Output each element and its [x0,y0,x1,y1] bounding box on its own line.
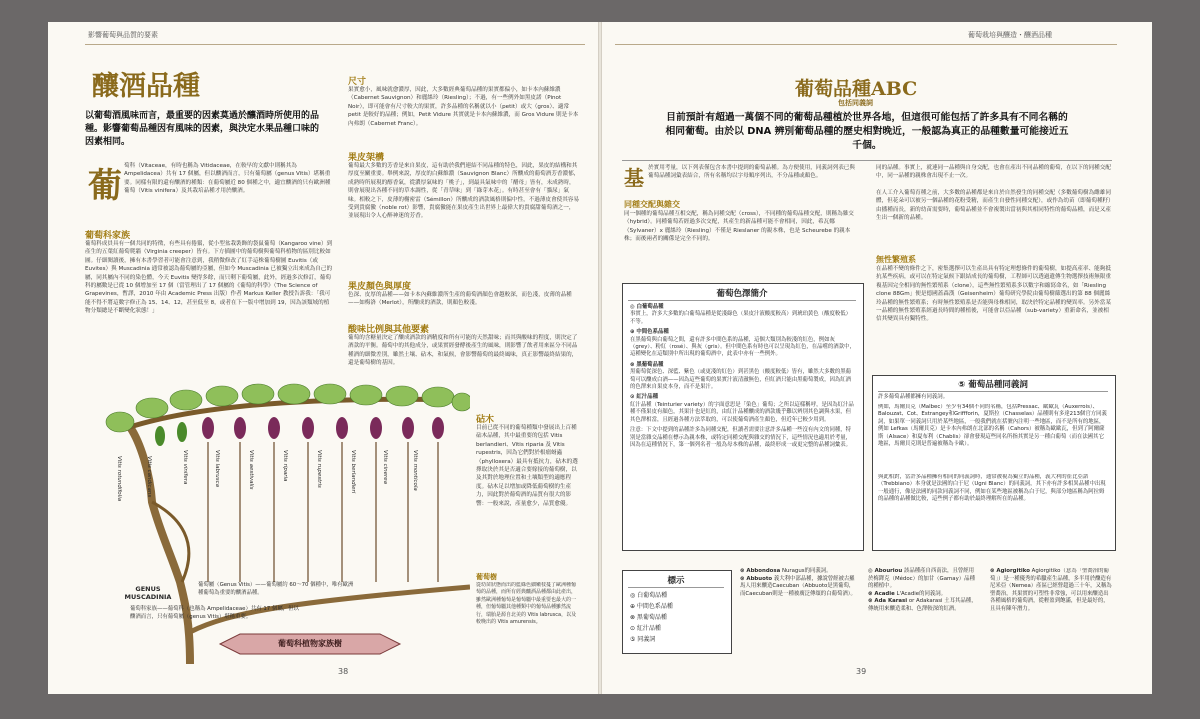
entries-col-2 [868,568,978,614]
color-item-text: 黑葡萄從深色、深藍、紫色（或更淺的紅色）到甚黑色（酸度較低）皆有，雖然大多數的黑葡萄可以釀成白酒——因為這些葡萄的果實汁液清澈無色，但紅酒只能由黑葡萄製成，因為紅酒的色澤來自果皮本身，而不是果汁。 [630,369,852,391]
legend-black: ⊗ 黑葡萄品種 [630,614,667,621]
section-body-vine: 從幼苗狀態而出的藍綠色細嫩枝蔓了歐洲種葡萄的品種，而所有經典釀酒品種都由此產出，雖然歐洲種葡萄是葡萄屬中最重要也最大的一種，但葡萄屬其他種類中的葡萄品種雖然流行，瑞胎是源自北美的 Vitis labrusca，以及較晚出的 Vitis amurensis。 [476,582,577,626]
right-col2-intro: 同的品種。事實上，就連同一品種與自身交配，也會在產出不同品種的葡萄，在以下的同種交配中，同一品種的親株會出現不止一次。 [876,165,1111,180]
section-title-color: 果皮顏色與厚度 [348,282,412,292]
right-header-rule [615,44,1117,45]
legend-intermediate: ⊕ 中間色系品種 [630,603,673,610]
species-label-6: Vitis berlandieri [350,450,356,494]
section-title-rootstock: 砧木 [476,415,495,425]
color-item-note [630,427,856,449]
left-header-rule [85,44,585,45]
entries-col-1 [740,568,858,598]
color-item-text: 紅汁品種（Teinturier variety）的字面意思是「染色」葡萄；之所以這樣稱呼，是因為紅汁品種不僅果皮有顏色，其果汁也是紅的，由紅汁品種釀成的酒款幾乎難以辨別其色調與水果，但其色澤相當，且經過各種方法萃取的，可以使葡萄酒產生顏色，但近年已較少用到。 [630,401,854,423]
section-body-crossing: 同一個種的葡萄品種互相交配，稱為同種交配（cross），不同種的葡萄品種交配，則稱為雜交（hybrid）。同種葡萄若經過多次交配，其產生的新品種可能不會相同，因此，希瓦娜（Sylvaner）x 麗絲玲（Riesling）不僅是 Rieslaner 的親本株，也是 Scheurebe 的親本株；而後兩者的關係是完全不同的。 [624,211,854,243]
entry-abouriou: ◎ Abouriou 該品種產自西南法，且曾經用於梅鐸克（Médoc）的加甘（Gamay）品種的種植中。 [868,568,975,590]
species-label-10: Vitis rotundifolia [116,456,122,502]
book-spine [598,22,602,694]
right-running-head: 葡萄栽培與釀造・釀酒品種 [968,31,1052,39]
right-title: 葡萄品種ABC [795,78,918,100]
species-label-4: Vitis riparia [282,450,288,482]
grape-color-box-title: 葡萄色澤簡介 [716,289,768,299]
entries-col-3 [990,568,1112,660]
color-item-label: ⊕ 中間色系品種 [630,329,669,336]
left-running-head: 影響葡萄與品質的要素 [88,31,158,39]
synonym-text-3: 與此相對，當許多品種擁有相同的同義詞時，通常被視為獨立的品種，義大利的崔比亞諾（Trebbiano）本身就是法國的白于尼（Ugni Blanc）的同義詞，其下亦有許多相異品種中出現一般通行，像是法國的同款同義詞不同，例如在某些地區被稱為白于尼，與部分地區稱為阿拉姆的品種的品種做比較，這些例子都有助於最終理解所在的品種。 [878,474,1106,503]
section-body-size: 果實愈小，風味就愈濃厚，因此，大多數經典葡萄品種的果實都偏小，如卡本內蘇維濃（Cabernet Sauvignon）和麗絲玲（Riesling）；不過，有一些例外如黑皮諾（Pinot Noir），即可能會有尺寸較大的果實，許多品種的名稱就以小（petit）或大（gros）、適常 petit 是較好的品種；例如，Petit Vidure 其實就是卡本內蘇維濃，而 Gros Vidure 則是卡本內弗朗（Cabernet Franc）。 [348,87,579,127]
legend-box-rule [628,587,724,588]
family-caption: 葡萄科家族——葡萄科（也稱為 Ampelidaceae）共有 17 個屬，但以釀酒而言，只有葡萄屬（genus Vitis）堪稱重要。 [130,606,299,620]
page-title: 釀酒品種 [92,71,200,102]
section-title-crossing: 同種交配與雜交 [624,200,680,209]
species-label-8: Vitis monticola [412,450,418,491]
legend-list [630,590,673,645]
section-title-acidity: 酸味比例與其他要素 [348,325,430,335]
left-drop-cap: 葡 [88,166,122,206]
species-label-3: Vitis aestivalis [248,450,254,490]
entry-agiorgitiko: ⊗ Agiorgitiko Agiorgitiko（意為「聖喬治的葡萄」）是一種優秀的希臘產生品種，多半用於釀造有尼米亞（Nemea）產區已經營超過三十年，又稱為聖喬治，其果實的可塑性非常強，可以用來釀造出各種風格的葡萄酒，從輕盈到飽滿，但是最好的，且具有陳年潛力。 [990,568,1112,612]
entry-abbondosa: ⊗ Abbondosa Nuragus的同義詞。 [740,568,832,574]
color-item-text: 在黑葡萄與白葡萄之間，還有許多中間色系的品種，這個大類別為較淺的紅色，例如灰（grey）、粉紅（rosé）、與灰（gris）。但中間色系有時也可以呈現為紅色，在品嚐的酒款中，這種變化在這類別中所出現的葡萄酒中，此表中亦有一些例外。 [630,336,855,358]
legend-teinturier: ⊙ 紅汁品種 [630,625,661,632]
color-item-label: ⊙ 紅汁品種 [630,394,658,401]
entry-acadie: ⊗ Acadie L'Acadie的同義詞。 [868,590,947,597]
right-drop-cap: 基 [624,166,644,190]
section-title-skin: 果皮架構 [348,153,385,163]
legend-synonym: ⑤ 同義詞 [630,636,656,643]
right-col2-intro2: 在人工介入葡萄育種之前，大多數的品種都是來自於自然發生的同種交配（多數葡萄樹為雌雄同體，但花朵可以被另一個品種的花粉受精，而產生自發性同種交配），或作為幼苗（即葡萄種籽）由播種而長，新的幼苗需要時，葡萄品種並不會複製出當初與其相同特性的葡萄品種，而是又產生出一個新的品種。 [876,190,1111,222]
species-label-9: Vitis candicans [146,456,152,498]
species-label-5: Vitis rupestris [316,450,322,488]
right-lead: 目前預計有超過一萬個不同的葡萄品種植於世界各地，但這很可能包括了許多具有不同名稱的相同葡萄。由於以 DNA 辨別葡萄品種的歷史相對晚近，一般認為真正的品種數量可能接近五千個。 [665,112,1069,151]
genus-vitis-caption: 葡萄屬（Genus Vitis）——葡萄屬約 60～70 個種中，唯有歐洲種葡萄為重要的釀酒品種。 [198,582,354,596]
color-item-black [630,362,856,392]
grape-color-box-rule [628,300,856,301]
left-lead: 以葡萄酒風味而言，最重要的因素莫過於釀酒時所使用的品種。影響葡萄品種因有風味的因素，與決定水果品種口味的因素相同。 [85,111,320,147]
legend-box-title: 標示 [667,576,685,586]
section-body-rootstock: 目前已從不同的葡萄種類中發展出上百種砧木品種，其中最重要的包括 Vitis berlandieri、Vitis riparia 及 Vitis rupestris，因為它們對於根瘤蚜蟲（phylloxera）最具有抵抗力，砧木的選擇取決於其是否適合要嫁接的葡萄樹，以及其對於地理位置和土壤類型的適應程度。砧木足以增加或降低葡萄樹的生產力，因此對於葡萄酒的品質有很大的影響：一般來說，產量愈少，品質愈優。 [476,425,578,507]
color-item-label: ⊗ 黑葡萄品種 [630,361,664,368]
synonym-text-1: 許多葡萄品種都擁有同義詞。 [878,394,949,400]
right-subtitle: 包括同義詞 [838,99,873,107]
right-lead-divider [622,160,1112,161]
synonym-text-2: 例如，馬爾貝克（Malbec）至少有34個不同的名稱，包括Pressac、歐歐瓦（Auxerrois）、Balouzat、Cot、Estrangey和Griffforin，夏斯拉（Chasselas）品種則有多達213個官方同義詞，如果單一同義詞只用於某些地區，一般我們就在括號內注明一些地區，而不是所有的地區，例如 Lefkas（馬爾貝克）是卡本內弗朗在北部的名稱（Cahors）被稱為歐歐瓦，但到了阿爾薩斯（Alsace）和夏布利（Chablis）卻會發現這些同名所指其實是另一種白葡萄（而在法國其它地區，馬爾貝克則是普遍被稱為卡歐）。 [878,404,1107,448]
left-intro: 萄科（Vitaceae，有時也稱為 Vitidaceae，在較早的文獻中則稱其為 Ampelidacea）共有 17 個屬，但以釀酒而言，只有葡萄屬（genus Vitis）堪稱重要。同樣有限的還有釀酒的種類：在葡萄屬近 80 個種之中，適宜釀酒的只有歐洲種葡萄（Vitis vinifera）及其栽培品種才用於釀酒。 [124,163,331,195]
section-title-size: 尺寸 [348,77,367,87]
color-item-text: 事實上，許多大多數的白葡萄品種是從淺綠色（果皮汁液酸度較高）到琥珀黃色（酸度較低）不等。 [630,311,852,325]
section-body-family: 葡萄科成員具有一個共同的特徵，有些具有捲鬚，從小型盆栽裝飾的袋鼠葡萄（Kangaroo vine）到產生的五葉紅葡萄爬牆（Virginia creeper）皆有。下方插圖中的葡萄樹與葡萄科植物的區別比較如圖。仔細閱讀後，擁有本書學習者可能會注意到，我稍微修改了紅手這株葡萄樹圖 Euvitis（或 Euvites）與 Muscadinia 通常被認為葡萄屬的亞屬，但如今 Muscadinia 已被獨立出來成為自己的屬，同其屬內不同的染色體，今天 Euvitis 變得多餘，而只剩下葡萄屬，此外，經過多次修訂，葡萄科的屬數是已從 10 個增加至 17 個（當管理出了 17 個屬的《葡萄的科學》（The Science of Grapevines，暫譯，2010 年由 Academic Press 出版）作者 Markus Keller 教授告訴我：「我可能不得不將這數字修正為 15、14、12，甚至低至 8，或者在下一版中增加到 19，因為該類域的植物分類總是不斷變化狀態！」 [85,241,333,315]
right-folio: 39 [856,667,867,676]
genus-muscadinia-label: GENUS MUSCADINIA [124,585,172,601]
section-body-color: 色深、皮厚的品種——如卡本內蘇維濃所生產的葡萄酒顏色會越較深，而色淺，皮薄的品種——如梅洛（Merlot），所釀成的酒款，則顏色較淺。 [348,292,572,307]
species-label-7: Vitis cinerea [382,450,388,485]
synonym-box-title: ⑤ 葡萄品種同義詞 [958,380,1028,390]
species-label-2: Vitis labrusca [214,450,220,487]
family-tree-banner: 葡萄科植物家族樹 [278,639,342,648]
section-title-clone: 無性繁殖系 [876,255,916,264]
section-body-clone: 在品種不變的條件之下，密集選擇可以生產出具有特定理想條件的葡萄樹，如提高產率、能夠抵抗某些疾病，或可以在特定氣候下跟結成長的葡萄樹，工程師可以透過遺傳生物選擇技術無限重複基因完全相同的無性繁殖系（clone），這些無性繁殖系多以數字和縮寫命名，如「Riesling clone 88Gm」便是德國蓋森漢（Geisenheim）葡萄研究學院由葡萄樹篩選出的第 88 個麗絲玲品種的無性繁殖系；有時無性繁殖系是否能與母株相同，取決於特定品種的變異率。另外當某一品種的無性繁殖系經過長時間的種植後，可能會以亞品種（sub-variety）重新命名，並被相信其變異具有獨特性。 [876,266,1111,323]
species-label-1: Vitis vinifera [182,450,188,485]
section-title-vine: 葡萄樹 [476,573,497,581]
color-item-intermediate [630,329,856,359]
left-folio: 38 [338,667,349,676]
legend-white: ◎ 白葡萄品種 [630,592,668,599]
color-item-teinturier [630,394,856,424]
entry-abbuoto: ⊗ Abbuoto 義大利中部品種，據說曾經被古羅馬人用來釀造Caecuban（Abbuoto是黑葡萄，而Caecuban則是一種被廣泛傳頌的白葡萄酒）。 [740,575,856,597]
species-labels [116,450,460,570]
right-intro: 於實用考量，以下列表僅包含本書中提到的葡萄品種。為方便使用，同義詞列表已與葡萄品種詞彙表結合，所有名稱均以字母順序列出，不分品種或顏色。 [648,165,855,180]
section-body-acidity: 葡萄的含糖量決定了釀成酒款的酒精度和所有可能的天然甜味；而其與酸味的程度，則決定了酒款的平衡。葡萄中的其他成分，或果實經發酵後產生的風味，則影響了飲者用來區分不同品種酒的細微差別，雖然土壤、砧木，和氣候，會影響葡萄的最終風味，真正影響最終結果的，還是葡萄樹的基因。 [348,335,578,367]
color-item-text: 注意：下文中提到的品種許多為同種交配，但讀者需要注意許多品種一些沒有內文的同種，特別是當雜交品種在標示為親本株，或特定同種交配與雜交的情況下，這些情況也適用於考量，因為在這種情況下，第一個列名者一般為母本株的品種，最終形成一或更完整的品種詞彙表。 [630,427,852,448]
synonym-box-rule [878,391,1108,392]
grape-color-list [630,304,856,449]
section-title-family: 葡萄科家族 [85,231,131,241]
section-body-skin: 葡萄最大多數的芳香是來自果皮，這有助於我們連結不同品種的特色，因此，果皮的結構和其厚度至關重要。舉例來說，厚皮的白蘇維濃（Sauvignon Blanc）所釀成的葡萄酒芳香濃郁，成熟時所展現的醇香氣，從濃厚氣味的「桃子」，到最具氣味中的「醋母」皆有，未成熟時，則會展現出各種不同的草本調性，從「青草味」到「綠芽木花」。有時甚至會有「貓尿」氣味。相較之下，皮薄的榭密雷（Sémillon）所釀成的酒款風格則偏中性，不過薄皮會使其容易受到貴腐黴（noble rot）影響，貴腐黴能在果皮產生出世界上最偉大的貴腐甜葡萄酒之一，並展現出令人心醉神迷的芳香。 [348,163,580,220]
color-item-white [630,304,856,326]
entry-ada-karasi: ⊗ Ada Karasi or Adakarasi 土耳其品種，傳統用來釀造柔和、色澤較深的紅酒。 [868,598,977,612]
color-item-label: ◎ 白葡萄品種 [630,304,664,310]
